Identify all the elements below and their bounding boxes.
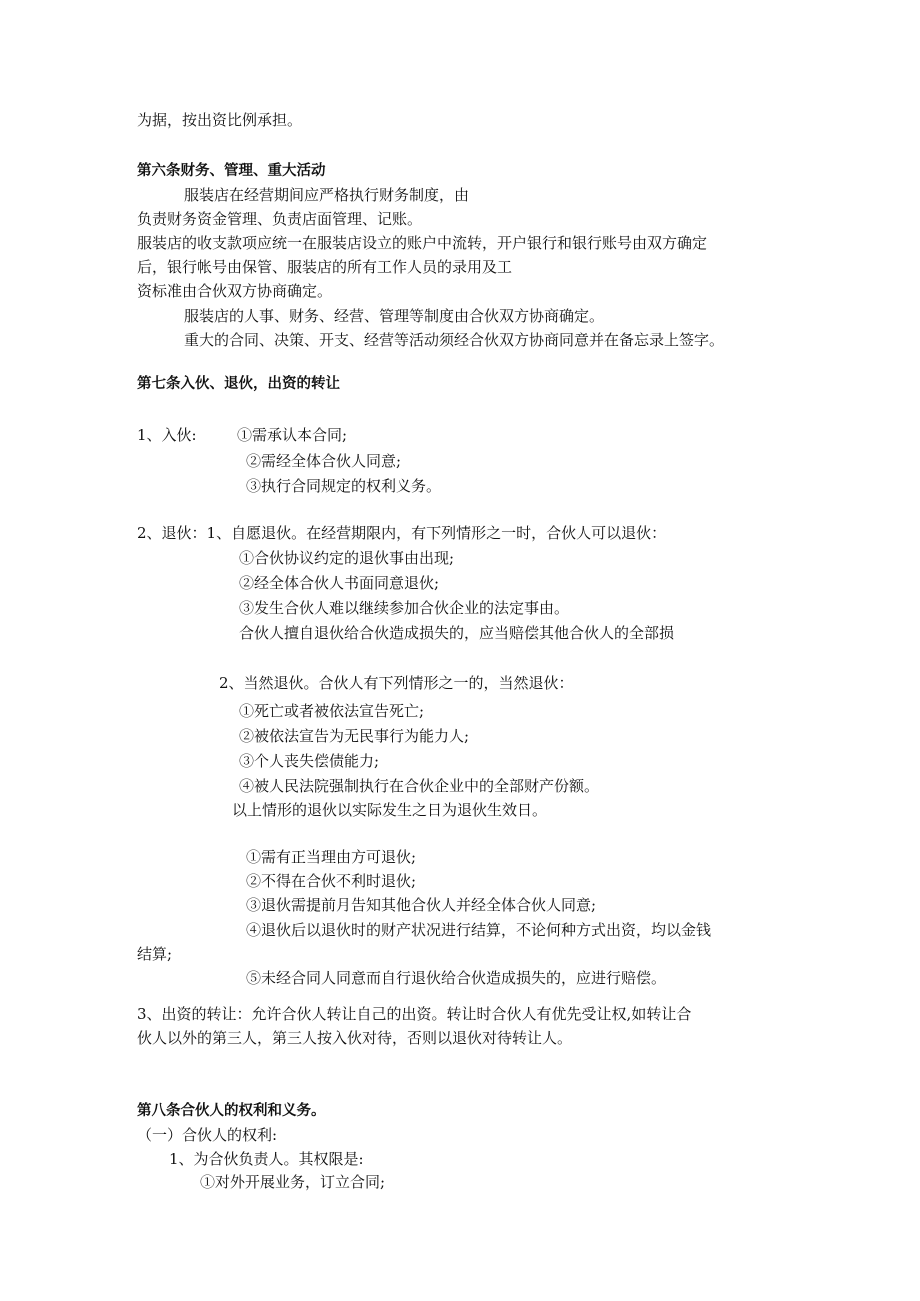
- body-text: 1、为合伙负责人。其权限是:: [169, 1150, 364, 1168]
- body-text: 负责财务资金管理、负责店面管理、记账。: [137, 210, 423, 228]
- list-item: ①死亡或者被依法宣告死亡;: [239, 702, 425, 720]
- list-item: ④退伙后以退伙时的财产状况进行结算，不论何种方式出资，均以金钱: [246, 921, 712, 939]
- body-text: 重大的合同、决策、开支、经营等活动须经合伙双方协商同意并在备忘录上签字。: [184, 331, 725, 349]
- list-item: ③退伙需提前月告知其他合伙人并经全体合伙人同意;: [246, 896, 597, 914]
- list-item: ③个人丧失偿债能力;: [239, 752, 380, 770]
- body-text: 3、出资的转让：允许合伙人转让自己的出资。转让时合伙人有优先受让权,如转让合: [137, 1005, 692, 1023]
- list-item: ③执行合同规定的权利义务。: [246, 477, 442, 495]
- body-text: 伙人以外的第三人，第三人按入伙对待，否则以退伙对待转让人。: [137, 1029, 573, 1047]
- body-text: 后，银行帐号由保管、服装店的所有工作人员的录用及工: [137, 258, 513, 276]
- body-text: 服装店的人事、财务、经营、管理等制度由合伙双方协商确定。: [184, 307, 605, 325]
- body-text: 合伙人擅自退伙给合伙造成损失的，应当赔偿其他合伙人的全部损: [239, 624, 675, 642]
- body-text: 结算;: [137, 945, 173, 963]
- body-text: 2、当然退伙。合伙人有下列情形之一的，当然退伙：: [219, 674, 574, 692]
- list-item: ①对外开展业务，订立合同;: [200, 1173, 386, 1191]
- body-text: 2、退伙：1、自愿退伙。在经营期限内，有下列情形之一时，合伙人可以退伙：: [137, 524, 667, 542]
- list-item: ②需经全体合伙人同意;: [246, 452, 402, 470]
- list-item: ②被依法宣告为无民事行为能力人;: [239, 727, 470, 745]
- list-item: ①需承认本合同;: [237, 426, 348, 444]
- list-item: ②不得在合伙不利时退伙;: [246, 872, 417, 890]
- list-item: ③发生合伙人难以继续参加合伙企业的法定事由。: [239, 599, 570, 617]
- section-heading: 第八条合伙人的权利和义务。: [137, 1103, 326, 1119]
- body-text: 资标准由合伙双方协商确定。: [137, 282, 333, 300]
- list-label: 1、入伙:: [137, 426, 197, 444]
- body-text: 服装店的收支款项应统一在服装店设立的账户中流转，开户银行和银行账号由双方确定: [137, 234, 708, 252]
- body-text: 为据，按出资比例承担。: [137, 111, 303, 129]
- list-item: ①需有正当理由方可退伙;: [246, 848, 417, 866]
- list-item: ①合伙协议约定的退伙事由出现;: [239, 549, 455, 567]
- section-heading: 第七条入伙、退伙，出资的转让: [137, 376, 340, 392]
- section-heading: 第六条财务、管理、重大活动: [137, 163, 326, 179]
- list-item: ⑤未经合同人同意而自行退伙给合伙造成损失的，应进行赔偿。: [246, 969, 667, 987]
- list-item: ④被人民法院强制执行在合伙企业中的全部财产份额。: [239, 777, 600, 795]
- list-item: ②经全体合伙人书面同意退伙;: [239, 574, 440, 592]
- body-text: （一）合伙人的权利:: [137, 1126, 278, 1144]
- body-text: 服装店在经营期间应严格执行财务制度，由: [184, 186, 470, 204]
- body-text: 以上情形的退伙以实际发生之日为退伙生效日。: [232, 801, 548, 819]
